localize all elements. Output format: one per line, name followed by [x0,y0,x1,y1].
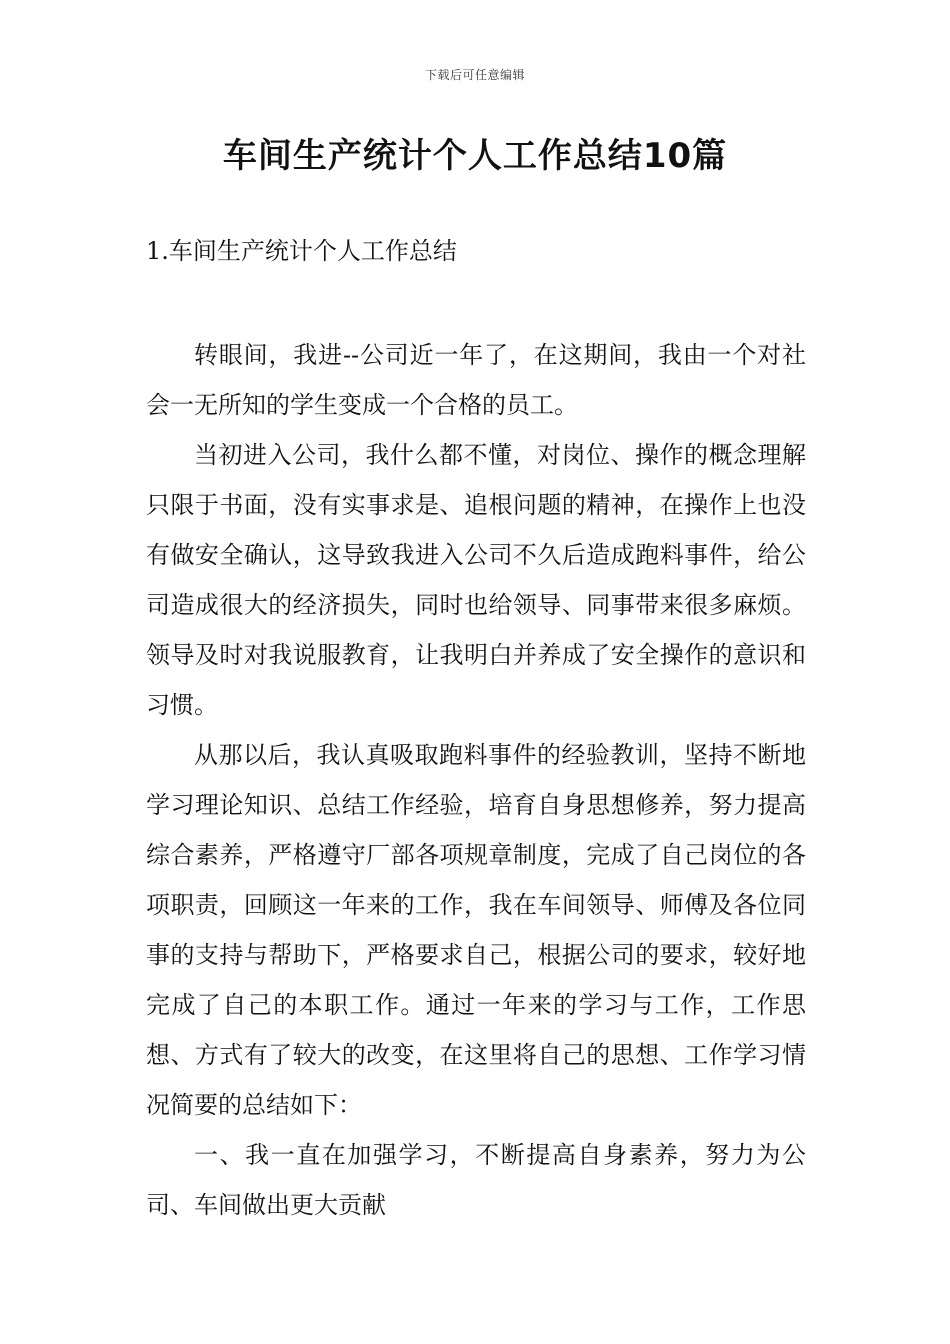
paragraph: 当初进入公司，我什么都不懂，对岗位、操作的概念理解只限于书面，没有实事求是、追根问题的精神，在操作上也没有做安全确认，这导致我进入公司不久后造成跑料事件，给公司造成很大的经济损失，同时也给领导、同事带来很多麻烦。领导及时对我说服教育，让我明白并养成了安全操作的意识和习惯。 [146,441,806,719]
header-note: 下载后可任意编辑 [424,68,525,82]
paragraph: 转眼间，我进--公司近一年了，在这期间，我由一个对社会一无所知的学生变成一个合格的员工。 [146,341,806,419]
section-heading: 1.车间生产统计个人工作总结 [146,237,457,265]
document-title: 车间生产统计个人工作总结10篇 [222,136,728,176]
body-text [146,330,806,1230]
paragraph: 一、我一直在加强学习，不断提高自身素养，努力为公司、车间做出更大贡献 [146,1141,806,1219]
paragraph: 从那以后，我认真吸取跑料事件的经验教训，坚持不断地学习理论知识、总结工作经验，培育自身思想修养，努力提高综合素养，严格遵守厂部各项规章制度，完成了自己岗位的各项职责，回顾这一年来的工作，我在车间领导、师傅及各位同事的支持与帮助下，严格要求自己，根据公司的要求，较好地完成了自己的本职工作。通过一年来的学习与工作，工作思想、方式有了较大的改变，在这里将自己的思想、工作学习情况简要的总结如下： [146,741,806,1119]
